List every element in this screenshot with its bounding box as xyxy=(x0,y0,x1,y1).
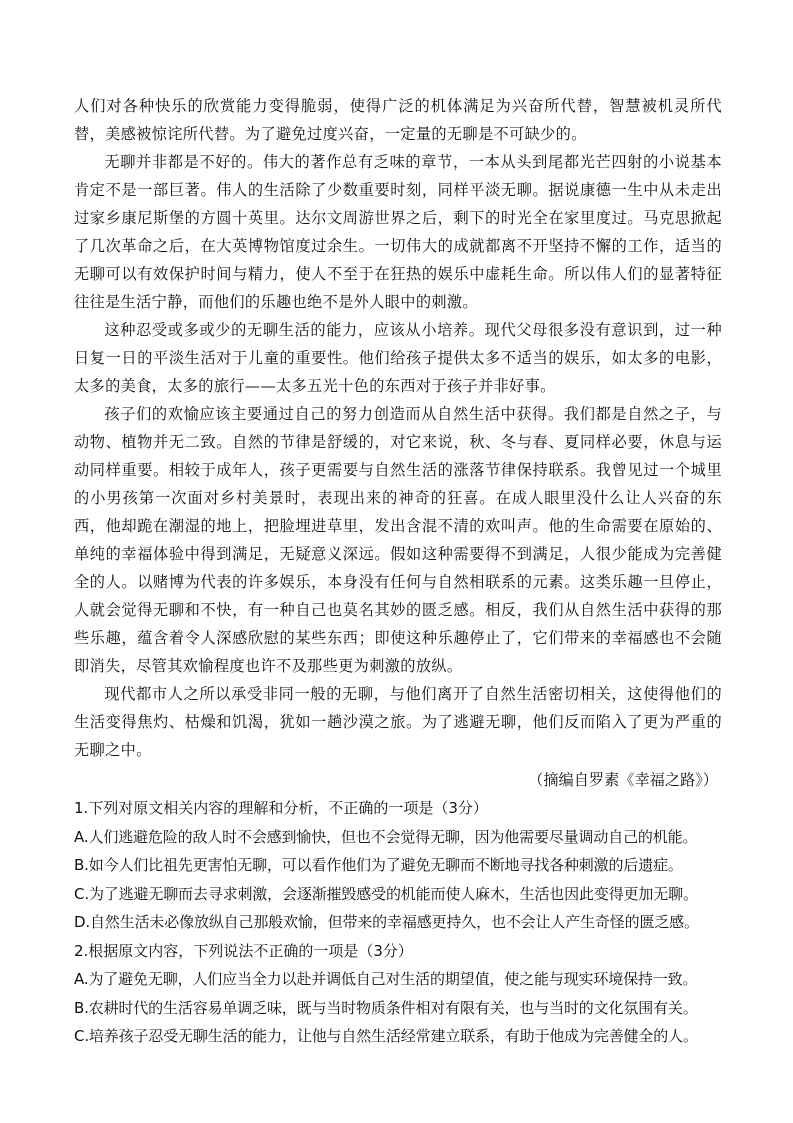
question-2-stem: 2.根据原文内容，下列说法不正确的一项是（3分） xyxy=(74,941,413,960)
passage-paragraph-1: 人们对各种快乐的欣赏能力变得脆弱，使得广泛的机体满足为兴奋所代替，智慧被机灵所代替，美感被惊诧所代替。为了避免过度兴奋，一定量的无聊是不可缺少的。 xyxy=(74,97,722,143)
question-2-option-c: C.培养孩子忍受无聊生活的能力，让他与自然生活经常建立联系，有助于他成为完善健全的人。 xyxy=(74,1027,698,1045)
exam-page xyxy=(74,92,722,1051)
passage-paragraph-4: 孩子们的欢愉应该主要通过自己的努力创造而从自然生活中获得。我们都是自然之子，与动物、植物并无二致。自然的节律是舒缓的，对它来说，秋、冬与春、夏同样必要，休息与运动同样重要。相较于成年人，孩子更需要与自然生活的涨落节律保持联系。我曾见过一个城里的小男孩第一次面对乡村美景时，表现出来的神奇的狂喜。在成人眼里没什么让人兴奋的东西，他却跪在潮湿的地上，把脸埋进草里，发出含混不清的欢叫声。他的生命需要在原始的、单纯的幸福体验中得到满足，无疑意义深远。假如这种需要得不到满足，人很少能成为完善健全的人。以赌博为代表的许多娱乐，本身没有任何与自然相联系的元素。这类乐趣一旦停止，人就会觉得无聊和不快，有一种自己也莫名其妙的匮乏感。相反，我们从自然生活中获得的那些乐趣，蕴含着令人深感欣慰的某些东西；即使这种乐趣停止了，它们带来的幸福感也不会随即消失，尽管其欢愉程度也许不及那些更为刺激的放纵。 xyxy=(74,405,722,675)
reading-passage xyxy=(74,92,722,794)
passage-source: （摘编自罗素《幸福之路》） xyxy=(528,771,718,789)
question-1-option-c: C.为了逃避无聊而去寻求刺激，会逐渐摧毁感受的机能而使人麻木，生活也因此变得更加无聊。 xyxy=(74,884,698,903)
passage-paragraph-2: 无聊并非都是不好的。伟大的著作总有乏味的章节，一本从头到尾都光芒四射的小说基本肯定不是一部巨著。伟人的生活除了少数重要时刻，同样平淡无聊。据说康德一生中从未走出过家乡康尼斯堡的方圆十英里。达尔文周游世界之后，剩下的时光全在家里度过。马克思掀起了几次革命之后，在大英博物馆度过余生。一切伟大的成就都离不开坚持不懈的工作，适当的无聊可以有效保护时间与精力，使人不至于在狂热的娱乐中虚耗生命。所以伟人们的显著特征往往是生活宁静，而他们的乐趣也绝不是外人眼中的刺激。 xyxy=(74,153,722,311)
question-2 xyxy=(74,937,722,1051)
question-2-option-a: A.为了避免无聊，人们应当全力以赴并调低自己对生活的期望值，使之能与现实环境保持一致。 xyxy=(74,970,698,988)
question-1-option-d: D.自然生活未必像放纵自己那般欢愉，但带来的幸福感更持久，也不会让人产生奇怪的匮乏感。 xyxy=(74,913,699,931)
question-2-option-b: B.农耕时代的生活容易单调乏味，既与当时物质条件相对有限有关，也与当时的文化氛围有关。 xyxy=(74,998,698,1017)
passage-paragraph-5: 现代都市人之所以承受非同一般的无聊，与他们离开了自然生活密切相关，这使得他们的生活变得焦灼、枯燥和饥渴，犹如一趟沙漠之旅。为了逃避无聊，他们反而陷入了更为严重的无聊之中。 xyxy=(74,685,722,759)
question-1-option-a: A.人们逃避危险的敌人时不会感到愉快，但也不会觉得无聊，因为他需要尽量调动自己的机能。 xyxy=(74,827,698,846)
question-1 xyxy=(74,794,722,937)
question-1-option-b: B.如今人们比祖先更害怕无聊，可以看作他们为了避免无聊而不断地寻找各种刺激的后遗症。 xyxy=(74,856,683,874)
passage-paragraph-3: 这种忍受或多或少的无聊生活的能力，应该从小培养。现代父母很多没有意识到，过一种日复一日的平淡生活对于儿童的重要性。他们给孩子提供太多不适当的娱乐，如太多的电影，太多的美食，太多的旅行——太多五光十色的东西对于孩子并非好事。 xyxy=(74,321,722,395)
question-1-stem: 1.下列对原文相关内容的理解和分析，不正确的一项是（3分） xyxy=(74,799,488,817)
